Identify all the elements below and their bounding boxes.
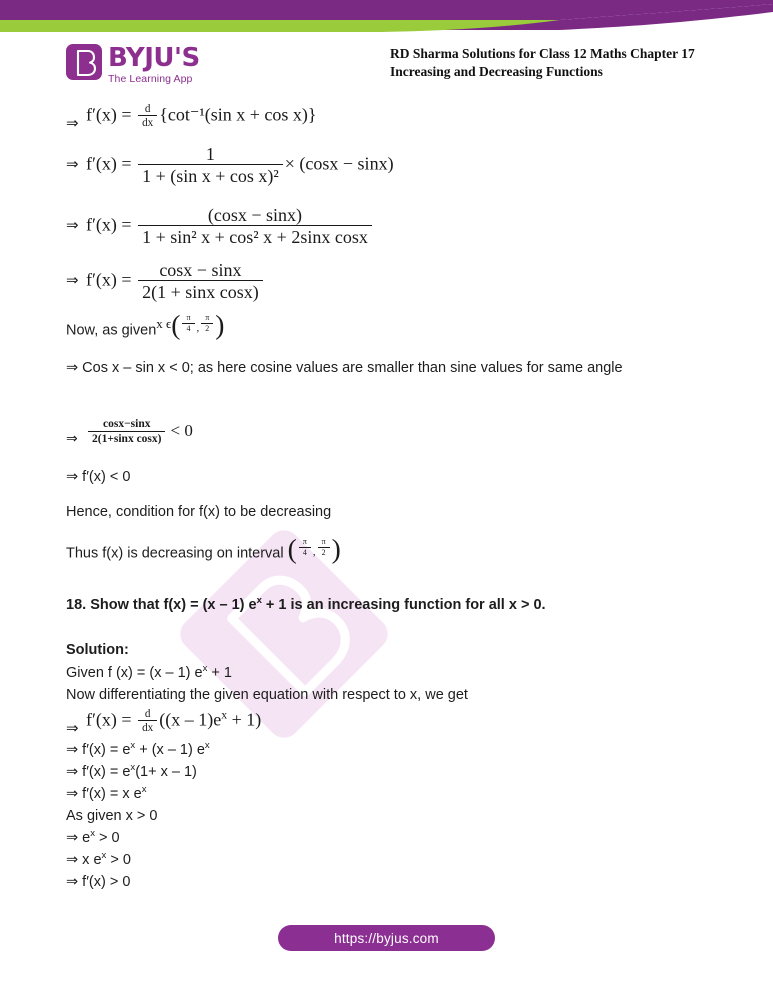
- given-function-exponent: x: [202, 663, 208, 675]
- interval-upper-fraction: [201, 314, 213, 334]
- derivation-step-2: [66, 762, 197, 784]
- equation-4-numerator: cosx − sinx: [159, 260, 242, 280]
- equation-6-lhs: f′(x) =: [86, 709, 132, 730]
- equation-1-rhs: {cot⁻¹(sin x + cos x)}: [159, 104, 317, 125]
- equation-5: [66, 418, 193, 446]
- step-4-exp-1: x: [90, 828, 96, 840]
- document-title-line-1: RD Sharma Solutions for Class 12 Maths Chapter 17: [390, 46, 695, 61]
- hence-condition-line: Hence, condition for f(x) to be decreasing: [66, 504, 332, 520]
- thus-interval-upper-fraction: [318, 538, 330, 558]
- final-conclusion-line: ⇒ f′(x) > 0: [66, 874, 131, 890]
- equation-6-rhs-a: ((x – 1)e: [159, 709, 222, 730]
- as-given-line: As given x > 0: [66, 808, 158, 824]
- left-paren: (: [171, 309, 181, 341]
- document-title-line-2: Increasing and Decreasing Functions: [390, 64, 603, 80]
- given-interval-text: Now, as given: [66, 322, 157, 339]
- interval-upper-den: 2: [201, 323, 213, 334]
- implies-arrow-icon: ⇒: [66, 271, 79, 290]
- derivation-step-4: [66, 828, 120, 850]
- implies-arrow-icon: ⇒: [66, 430, 78, 447]
- equation-2: [66, 144, 394, 186]
- step-1-exp-1: x: [130, 740, 136, 752]
- interval-lower-den: 4: [182, 323, 194, 334]
- cosine-sine-comparison-line: ⇒ Cos x – sin x < 0; as here cosine values are smaller than sine values for same angle: [66, 360, 623, 376]
- derivation-step-1: [66, 740, 210, 762]
- implies-arrow-icon: ⇒: [66, 216, 79, 235]
- question-18: [66, 595, 686, 617]
- byjus-url-button[interactable]: [278, 925, 495, 951]
- equation-1-denominator: dx: [138, 115, 157, 129]
- given-interval-variable: x ϵ: [156, 315, 172, 331]
- given-function-suffix: + 1: [207, 665, 232, 681]
- equation-5-fraction: [88, 418, 165, 446]
- step-3-exp-1: x: [141, 784, 147, 796]
- equation-6: [66, 708, 261, 735]
- equation-1: [66, 103, 317, 130]
- equation-3-fraction: [138, 205, 372, 247]
- implies-arrow-icon: ⇒: [66, 718, 79, 737]
- equation-4-denominator: 2(1 + sinx cosx): [138, 280, 263, 302]
- given-function-prefix: Given f (x) = (x – 1) e: [66, 665, 203, 681]
- interval-upper-num: π: [205, 312, 210, 322]
- equation-5-denominator: 2(1+sinx cosx): [88, 431, 165, 446]
- thus-decreasing-line: [66, 533, 341, 565]
- left-paren: (: [287, 533, 297, 565]
- given-interval-value: [171, 309, 225, 341]
- equation-3: [66, 205, 374, 247]
- equation-2-fraction: [138, 144, 283, 186]
- differentiating-line: Now differentiating the given equation with respect to x, we get: [66, 687, 468, 703]
- right-paren: ): [215, 309, 225, 341]
- equation-6-rhs-b: + 1): [227, 709, 262, 730]
- derivation-step-3: [66, 784, 146, 806]
- thus-interval-lower-num: π: [302, 536, 307, 546]
- fprime-negative-line: ⇒ f′(x) < 0: [66, 469, 131, 485]
- step-1-prefix: ⇒ f′(x) = e: [66, 742, 131, 758]
- interval-lower-num: π: [186, 312, 191, 322]
- logo-tagline: The Learning App: [108, 73, 193, 85]
- interval-lower-fraction: [182, 314, 194, 334]
- step-2-prefix: ⇒ f′(x) = e: [66, 764, 131, 780]
- thus-interval-value: [287, 533, 341, 565]
- equation-2-rhs: × (cosx − sinx): [284, 153, 394, 174]
- equation-1-lhs: f′(x) =: [86, 104, 132, 125]
- step-4-prefix: ⇒ e: [66, 830, 91, 846]
- question-number: 18.: [66, 597, 87, 613]
- question-exponent: x: [256, 595, 262, 607]
- page-header: [0, 38, 773, 100]
- byjus-url-label: https://byjus.com: [334, 930, 439, 946]
- logo-wordmark: BYJU'S: [108, 43, 200, 73]
- thus-interval-separator: ,: [312, 546, 316, 558]
- right-paren: ): [331, 533, 341, 565]
- equation-1-fraction: [138, 103, 157, 130]
- thus-interval-upper-den: 2: [318, 547, 330, 558]
- step-1-mid: + (x – 1) e: [135, 742, 205, 758]
- document-title: [390, 45, 760, 81]
- equation-2-lhs: f′(x) =: [86, 153, 132, 174]
- equation-6-fraction: [138, 708, 157, 735]
- step-4-mid: > 0: [95, 830, 120, 846]
- given-interval-line: [66, 309, 225, 342]
- step-2-exp-1: x: [130, 762, 136, 774]
- step-5-prefix: ⇒ x e: [66, 852, 102, 868]
- step-5-mid: > 0: [106, 852, 131, 868]
- thus-interval-upper-num: π: [321, 536, 326, 546]
- equation-4: [66, 260, 265, 302]
- step-1-exp-2: x: [204, 740, 210, 752]
- equation-4-lhs: f′(x) =: [86, 269, 132, 290]
- equation-2-denominator: 1 + (sin x + cos x)²: [138, 164, 283, 186]
- equation-4-fraction: [138, 260, 263, 302]
- equation-5-rhs: < 0: [170, 420, 193, 440]
- thus-interval-lower-fraction: [299, 538, 311, 558]
- equation-3-numerator: (cosx − sinx): [207, 205, 303, 225]
- given-function-line: [66, 663, 232, 685]
- equation-6-numerator: d: [144, 708, 151, 720]
- decorative-banner: [0, 0, 773, 34]
- equation-3-denominator: 1 + sin² x + cos² x + 2sinx cosx: [138, 225, 372, 247]
- equation-1-numerator: d: [144, 103, 151, 115]
- equation-6-denominator: dx: [138, 720, 157, 734]
- solution-label: Solution:: [66, 642, 129, 658]
- equation-2-numerator: 1: [205, 144, 215, 164]
- byjus-logo: [66, 44, 200, 85]
- question-text: Show that f(x) = (x – 1) e: [90, 597, 257, 613]
- byjus-logo-mark-icon: [66, 44, 102, 80]
- step-2-mid: (1+ x – 1): [135, 764, 197, 780]
- question-text-tail: + 1 is an increasing function for all x > 0.: [261, 597, 546, 613]
- equation-3-lhs: f′(x) =: [86, 214, 132, 235]
- step-3-prefix: ⇒ f′(x) = x e: [66, 786, 142, 802]
- interval-separator: ,: [196, 322, 200, 334]
- equation-6-rhs-exponent: x: [221, 707, 228, 722]
- implies-arrow-icon: ⇒: [66, 113, 79, 132]
- derivation-step-5: [66, 850, 131, 872]
- thus-interval-lower-den: 4: [299, 547, 311, 558]
- step-5-exp-1: x: [101, 850, 107, 862]
- equation-5-numerator: cosx−sinx: [103, 418, 151, 430]
- implies-arrow-icon: ⇒: [66, 155, 79, 174]
- thus-decreasing-text: Thus f(x) is decreasing on interval: [66, 545, 284, 562]
